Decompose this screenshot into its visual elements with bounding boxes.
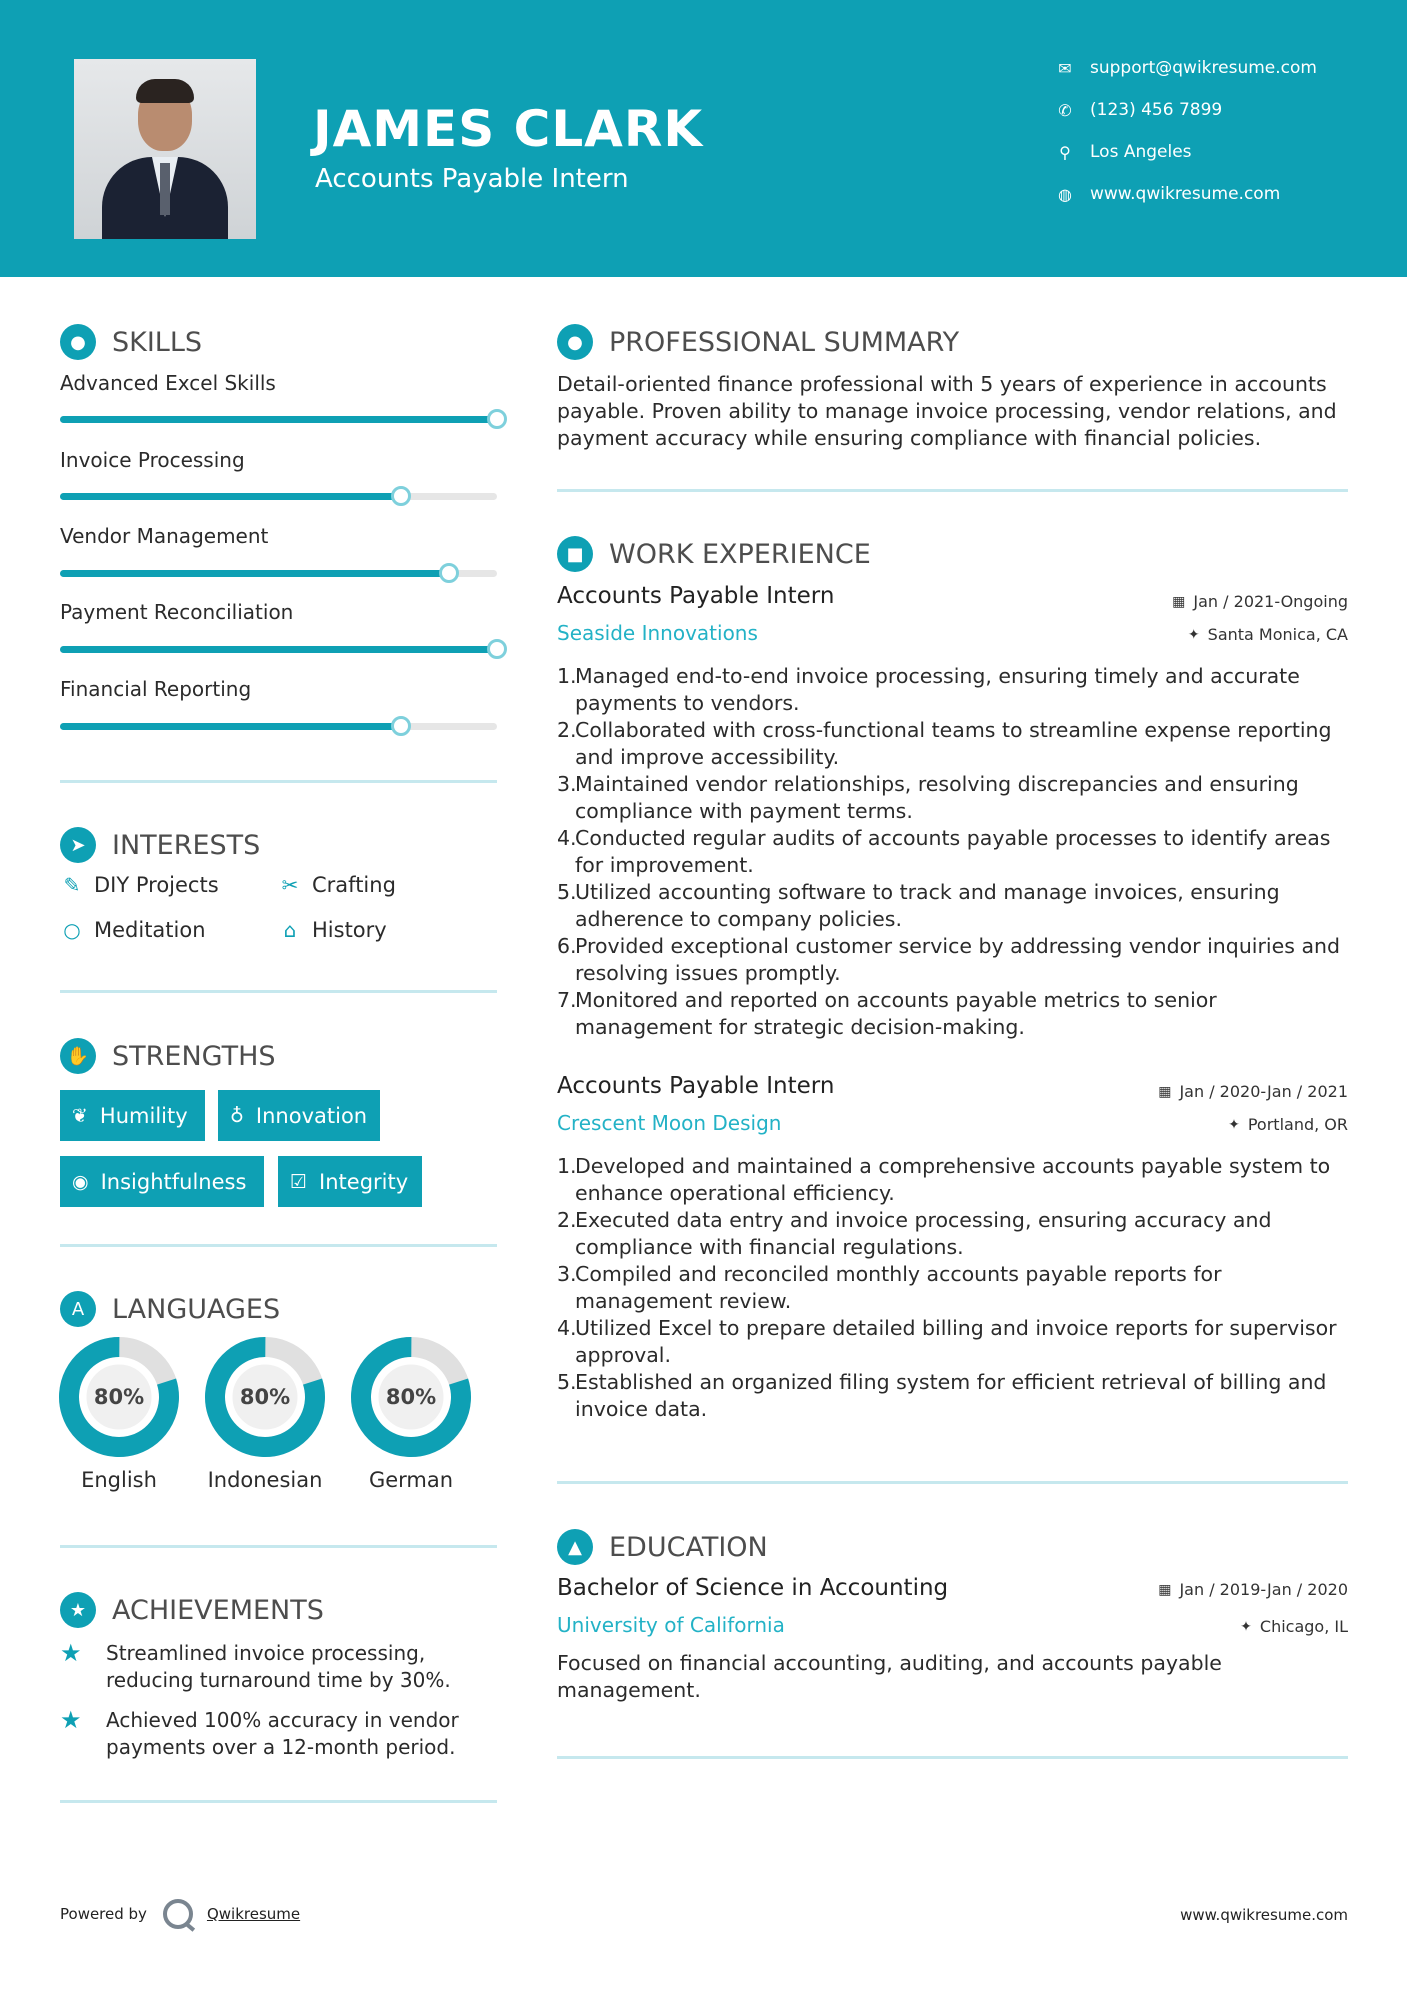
calendar-icon: ▦ xyxy=(1158,1083,1172,1100)
wrench-icon: ✎ xyxy=(63,873,81,897)
job-location xyxy=(1188,625,1348,644)
section-divider xyxy=(60,1545,497,1548)
skill-bar-knob xyxy=(487,409,507,429)
footer-website[interactable]: www.qwikresume.com xyxy=(1180,1906,1348,1924)
strength-label: Insightfulness xyxy=(100,1169,247,1194)
education-dates-text: Jan / 2019-Jan / 2020 xyxy=(1179,1580,1348,1599)
job-bullet: 5. Utilized accounting software to track and manage invoices, ensuring adherence to company policies. xyxy=(557,880,1280,931)
shooting-star-icon: ★ xyxy=(60,1639,82,1667)
job-company: Crescent Moon Design xyxy=(557,1111,782,1135)
skill-bar-fill xyxy=(60,493,401,500)
calendar-icon: ▦ xyxy=(1172,593,1186,610)
job-bullet: 3. Compiled and reconciled monthly accounts payable reports for management review. xyxy=(557,1262,1222,1313)
interests-heading xyxy=(60,827,260,863)
language-item xyxy=(58,1336,180,1492)
candidate-role: Accounts Payable Intern xyxy=(315,164,629,194)
achievement-text: Achieved 100% accuracy in vendor payments over a 12-month period. xyxy=(106,1708,459,1759)
language-ring xyxy=(350,1336,472,1458)
phone-icon: ✆ xyxy=(1058,100,1072,120)
skill-bar-fill xyxy=(60,570,449,577)
contact-website[interactable] xyxy=(1054,184,1280,204)
language-name: English xyxy=(81,1468,157,1492)
contact-email[interactable] xyxy=(1054,58,1317,78)
eye-icon: ◉ xyxy=(72,1170,89,1193)
language-percent: 80% xyxy=(93,1385,145,1409)
brand-link[interactable]: Qwikresume xyxy=(206,1905,301,1923)
section-divider xyxy=(557,1756,1348,1759)
job-location-text: Santa Monica, CA xyxy=(1207,625,1348,644)
language-percent: 80% xyxy=(239,1385,291,1409)
job-bullet: 3. Maintained vendor relationships, resolving discrepancies and ensuring compliance with payment terms. xyxy=(557,772,1299,823)
job-title: Accounts Payable Intern xyxy=(557,583,835,609)
skills-heading xyxy=(60,324,202,360)
strength-label: Humility xyxy=(99,1103,188,1128)
job-title: Accounts Payable Intern xyxy=(557,1073,835,1099)
skill-bar-fill xyxy=(60,646,497,653)
skill-bar-knob xyxy=(391,486,411,506)
interest-label: Meditation xyxy=(94,918,206,942)
interest-label: Crafting xyxy=(312,873,396,897)
language-item xyxy=(350,1336,472,1492)
education-location-text: Chicago, IL xyxy=(1259,1617,1348,1636)
strength-label: Integrity xyxy=(319,1169,409,1194)
user-icon: ● xyxy=(557,324,593,360)
qwikresume-logo-icon xyxy=(163,1899,193,1929)
language-name: German xyxy=(368,1468,454,1492)
languages-heading xyxy=(60,1291,280,1327)
language-ring xyxy=(58,1336,180,1458)
education-school: University of California xyxy=(557,1613,785,1637)
job-company: Seaside Innovations xyxy=(557,621,758,645)
strength-badge xyxy=(278,1156,422,1207)
summary-text: Detail-oriented finance professional with 5 years of experience in accounts payable. Proven ability to manage invoice processing, vendor relations, and payment accuracy while ensuring compliance with financial policies. xyxy=(557,372,1337,450)
strength-label: Innovation xyxy=(255,1103,368,1128)
interest-label: History xyxy=(312,918,387,942)
skill-bar-fill xyxy=(60,723,401,730)
globe-icon: ◍ xyxy=(1058,184,1072,204)
skill-bar xyxy=(60,646,497,653)
strength-badge xyxy=(60,1156,264,1207)
summary-title: PROFESSIONAL SUMMARY xyxy=(609,326,960,358)
skill-bar xyxy=(60,416,497,423)
summary-heading xyxy=(557,324,959,360)
job-bullet: 2. Executed data entry and invoice processing, ensuring accuracy and compliance with financial regulations. xyxy=(557,1208,1272,1259)
skill-bar-fill xyxy=(60,416,497,423)
experience-title: WORK EXPERIENCE xyxy=(609,538,871,570)
section-divider xyxy=(60,990,497,993)
education-location xyxy=(1240,1617,1348,1636)
interests-title: INTERESTS xyxy=(112,829,261,861)
job-dates xyxy=(1158,1082,1348,1101)
interest-item xyxy=(278,918,387,942)
pushpin-icon: ✦ xyxy=(1187,626,1200,643)
job-bullet: 1. Managed end-to-end invoice processing, ensuring timely and accurate payments to vendors. xyxy=(557,664,1300,715)
education-dates xyxy=(1158,1580,1348,1599)
hand-icon: ✋ xyxy=(60,1038,96,1074)
skill-label: Financial Reporting xyxy=(60,677,252,701)
job-bullet-list xyxy=(557,663,1357,1041)
contact-location-text: Los Angeles xyxy=(1090,142,1192,162)
interest-item xyxy=(278,873,396,897)
map-pin-icon: ⚲ xyxy=(1059,142,1071,162)
skill-label: Invoice Processing xyxy=(60,448,245,472)
language-item xyxy=(204,1336,326,1492)
section-divider xyxy=(557,489,1348,492)
achievement-text: Streamlined invoice processing, reducing turnaround time by 30%. xyxy=(106,1641,451,1692)
strengths-heading xyxy=(60,1038,276,1074)
section-divider xyxy=(60,1244,497,1247)
circle-icon: ○ xyxy=(63,918,81,942)
skill-bar-knob xyxy=(487,639,507,659)
museum-icon: ⌂ xyxy=(283,918,297,942)
job-location xyxy=(1228,1115,1348,1134)
language-percent: 80% xyxy=(385,1385,437,1409)
education-heading xyxy=(557,1529,768,1565)
star-badge-icon: ★ xyxy=(60,1592,96,1628)
skill-label: Vendor Management xyxy=(60,524,269,548)
education-description: Focused on financial accounting, auditing, and accounts payable management. xyxy=(557,1651,1222,1702)
profile-photo xyxy=(74,59,256,239)
job-bullet-list xyxy=(557,1153,1357,1423)
language-ring xyxy=(204,1336,326,1458)
resume-header xyxy=(0,0,1407,277)
achievement-item xyxy=(60,1707,500,1761)
contact-phone-text: (123) 456 7899 xyxy=(1090,100,1223,120)
strengths-title: STRENGTHS xyxy=(112,1040,276,1072)
scissors-icon: ✂ xyxy=(281,873,299,897)
section-divider xyxy=(557,1481,1348,1484)
powered-by-text: Powered by xyxy=(60,1905,147,1923)
strength-badge xyxy=(218,1090,380,1141)
achievements-title: ACHIEVEMENTS xyxy=(112,1594,324,1626)
translate-icon: A xyxy=(60,1291,96,1327)
job-bullet: 7. Monitored and reported on accounts payable metrics to senior management for strategic decision-making. xyxy=(557,988,1217,1039)
job-location-text: Portland, OR xyxy=(1247,1115,1348,1134)
skill-label: Payment Reconciliation xyxy=(60,600,294,624)
contact-website-text: www.qwikresume.com xyxy=(1090,184,1281,204)
job-bullet: 2. Collaborated with cross-functional teams to streamline expense reporting and improve accessibility. xyxy=(557,718,1332,769)
job-dates-text: Jan / 2020-Jan / 2021 xyxy=(1179,1082,1348,1101)
contact-phone[interactable] xyxy=(1054,100,1222,120)
check-square-icon: ☑ xyxy=(290,1170,308,1193)
office-chair-icon: ■ xyxy=(557,536,593,572)
job-bullet: 6. Provided exceptional customer service by addressing vendor inquiries and resolving issues promptly. xyxy=(557,934,1341,985)
calendar-icon: ▦ xyxy=(1158,1581,1172,1598)
achievement-item xyxy=(60,1640,500,1694)
interest-label: DIY Projects xyxy=(94,873,219,897)
contact-email-text: support@qwikresume.com xyxy=(1090,58,1317,78)
lightbulb-icon: ● xyxy=(60,324,96,360)
job-bullet: 4. Utilized Excel to prepare detailed billing and invoice reports for supervisor approval. xyxy=(557,1316,1337,1367)
contact-location xyxy=(1054,142,1192,162)
graduate-icon: ▲ xyxy=(557,1529,593,1565)
skill-bar-knob xyxy=(391,716,411,736)
interest-item xyxy=(60,918,206,942)
skill-label: Advanced Excel Skills xyxy=(60,371,276,395)
section-divider xyxy=(60,1800,497,1803)
envelope-icon: ✉ xyxy=(1058,58,1072,78)
pushpin-icon: ✦ xyxy=(1240,1618,1252,1635)
job-dates xyxy=(1172,592,1348,611)
skill-bar-knob xyxy=(439,563,459,583)
education-title: EDUCATION xyxy=(609,1531,768,1563)
skill-bar xyxy=(60,723,497,730)
leaf-icon: ❦ xyxy=(72,1104,88,1127)
languages-title: LANGUAGES xyxy=(112,1293,281,1325)
strength-badge xyxy=(60,1090,205,1141)
skill-bar xyxy=(60,570,497,577)
skills-title: SKILLS xyxy=(112,326,203,358)
job-dates-text: Jan / 2021-Ongoing xyxy=(1193,592,1348,611)
paper-plane-icon: ➤ xyxy=(60,827,96,863)
lightbulb-icon: ♁ xyxy=(230,1104,244,1127)
achievements-heading xyxy=(60,1592,324,1628)
experience-heading xyxy=(557,536,871,572)
job-bullet: 1. Developed and maintained a comprehensive accounts payable system to enhance operational efficiency. xyxy=(557,1154,1331,1205)
pushpin-icon: ✦ xyxy=(1228,1116,1240,1133)
skill-bar xyxy=(60,493,497,500)
candidate-name: JAMES CLARK xyxy=(313,100,704,158)
education-degree: Bachelor of Science in Accounting xyxy=(557,1575,949,1601)
interest-item xyxy=(60,873,219,897)
job-bullet: 5. Established an organized filing system for efficient retrieval of billing and invoice data. xyxy=(557,1370,1327,1421)
footer-powered-by xyxy=(60,1899,300,1929)
job-bullet: 4. Conducted regular audits of accounts payable processes to identify areas for improvement. xyxy=(557,826,1331,877)
language-name: Indonesian xyxy=(207,1468,323,1492)
shooting-star-icon: ★ xyxy=(60,1706,82,1734)
section-divider xyxy=(60,780,497,783)
